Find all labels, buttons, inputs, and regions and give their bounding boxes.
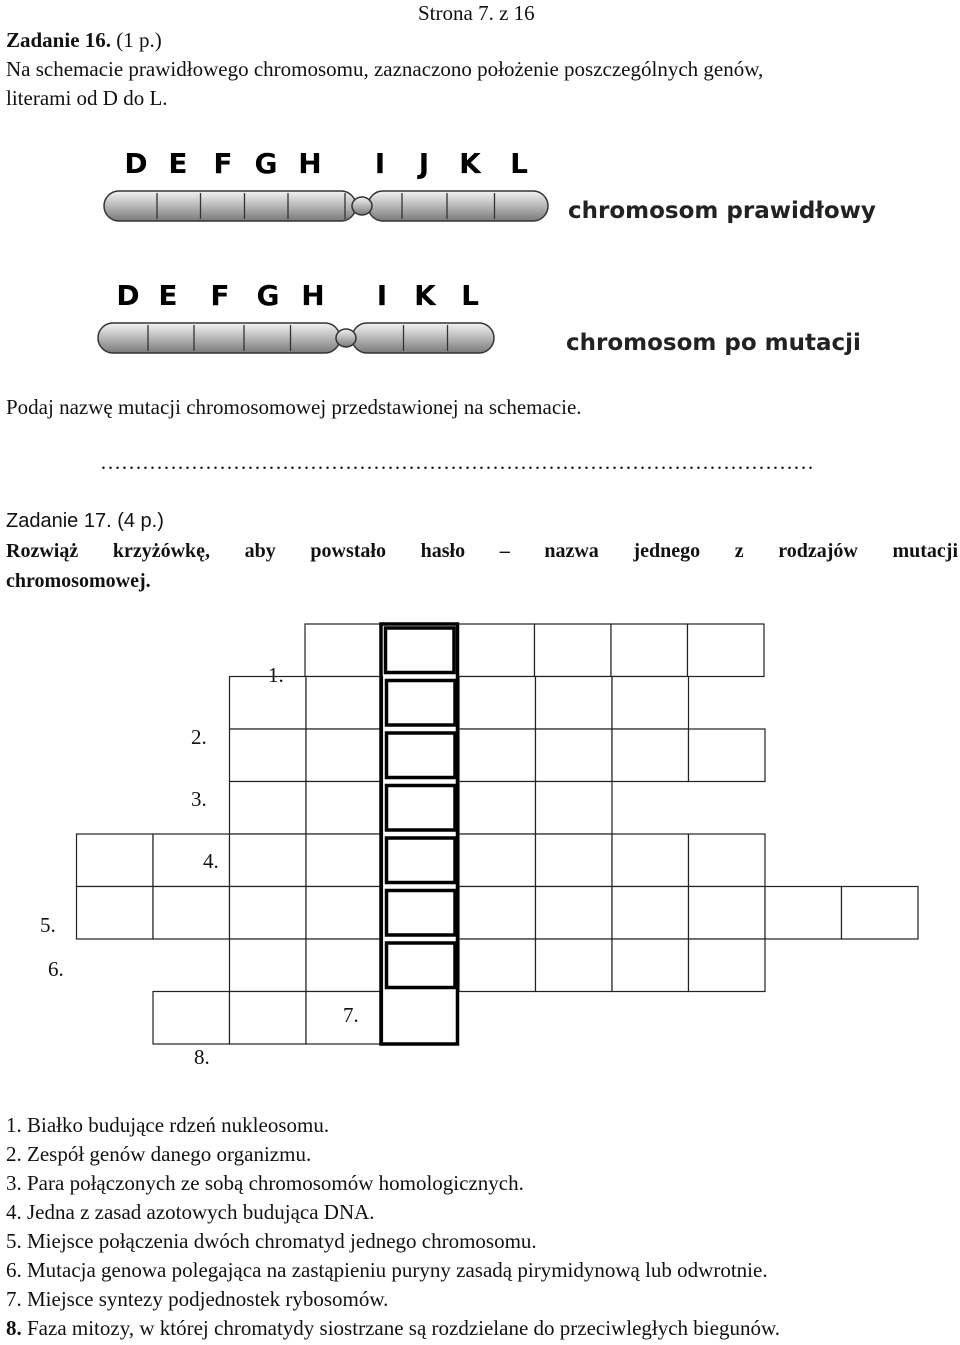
- task16-heading: [6, 27, 162, 53]
- clue-number: 5.: [6, 1229, 22, 1253]
- crossword-cell[interactable]: [77, 834, 154, 887]
- crossword-password-cell[interactable]: [387, 891, 456, 936]
- crossword-cell[interactable]: [536, 939, 613, 992]
- crossword-cell[interactable]: [153, 887, 230, 940]
- crossword-cell[interactable]: [688, 624, 765, 677]
- crossword-grid: [0, 600, 960, 1090]
- page-number-label: Strona 7. z 16: [418, 1, 535, 25]
- gene-letter-i: I: [374, 147, 386, 180]
- crossword-cell[interactable]: [230, 939, 307, 992]
- crossword-cell[interactable]: [306, 729, 383, 782]
- gene-letter-i: I: [376, 279, 388, 312]
- task17-intro-line2: chromosomowej.: [6, 570, 151, 592]
- clue-text: Para połączonych ze sobą chromosomów homologicznych.: [27, 1171, 524, 1195]
- clue-text: Zespół genów danego organizmu.: [27, 1142, 312, 1166]
- crossword-cell[interactable]: [536, 834, 613, 887]
- gene-letter-e: E: [168, 147, 188, 180]
- chromosome-figure: [0, 130, 960, 370]
- crossword-cell[interactable]: [612, 939, 689, 992]
- crossword-password-cell[interactable]: [387, 786, 456, 831]
- crossword-cell[interactable]: [689, 834, 766, 887]
- clue-text: Białko budujące rdzeń nukleosomu.: [27, 1113, 330, 1137]
- crossword-cell[interactable]: [459, 677, 536, 730]
- gene-letter-f: F: [210, 279, 230, 312]
- task17-title: Zadanie 17.: [6, 510, 112, 532]
- crossword-cell[interactable]: [842, 887, 919, 940]
- crossword-password-cell[interactable]: [387, 681, 456, 726]
- crossword-cell[interactable]: [689, 729, 766, 782]
- clue-number: 1.: [6, 1113, 22, 1137]
- normal-chromosome-centromere: [352, 197, 372, 215]
- clue-2: [6, 1141, 311, 1167]
- crossword-row-number: 4.: [203, 849, 219, 873]
- clue-text: Mutacja genowa polegająca na zastąpieniu puryny zasadą pirymidynową lub odwrotnie.: [27, 1258, 768, 1282]
- crossword-row-number: 1.: [268, 663, 284, 687]
- crossword-cell[interactable]: [459, 887, 536, 940]
- clue-1: [6, 1112, 329, 1138]
- task16-question: Podaj nazwę mutacji chromosomowej przedstawionej na schemacie.: [6, 395, 582, 419]
- crossword-cell[interactable]: [535, 624, 612, 677]
- crossword-row-number: 3.: [191, 787, 207, 811]
- crossword-cell[interactable]: [306, 782, 383, 835]
- crossword-cell[interactable]: [459, 782, 536, 835]
- normal-chromosome: [104, 191, 548, 221]
- crossword-cell[interactable]: [612, 677, 689, 730]
- crossword-cell[interactable]: [536, 729, 613, 782]
- clue-4: [6, 1199, 375, 1225]
- crossword-cell[interactable]: [305, 624, 382, 677]
- crossword-password-column: [381, 624, 458, 1044]
- crossword-cell[interactable]: [459, 729, 536, 782]
- clue-text: Miejsce syntezy podjednostek rybosomów.: [27, 1287, 389, 1311]
- task16-title: Zadanie 16.: [6, 28, 112, 52]
- gene-letter-f: F: [213, 147, 233, 180]
- clue-8: [6, 1315, 780, 1341]
- clue-number: 6.: [6, 1258, 22, 1282]
- gene-letter-g: G: [254, 147, 278, 180]
- crossword-password-cell[interactable]: [387, 733, 456, 778]
- gene-letter-k: K: [414, 279, 436, 312]
- clue-5: [6, 1228, 537, 1254]
- crossword-row-number: 2.: [191, 725, 207, 749]
- crossword-row-number: 8.: [194, 1045, 210, 1069]
- crossword-password-cell[interactable]: [386, 628, 455, 673]
- clue-number: 8.: [6, 1316, 22, 1340]
- mutated-chromosome-label: chromosom po mutacji: [566, 330, 861, 356]
- crossword-cell[interactable]: [306, 939, 383, 992]
- clue-3: [6, 1170, 524, 1196]
- crossword-cell[interactable]: [306, 677, 383, 730]
- crossword-cell[interactable]: [765, 887, 842, 940]
- mutated-chromosome-arm-1: [98, 323, 340, 353]
- crossword-cell[interactable]: [689, 939, 766, 992]
- crossword-row-number: 7.: [343, 1003, 359, 1027]
- crossword-cell[interactable]: [612, 729, 689, 782]
- crossword-cells: [77, 624, 919, 1044]
- mutated-chromosome-arm-2: [352, 323, 494, 353]
- crossword-cell[interactable]: [458, 624, 535, 677]
- crossword-cell[interactable]: [153, 992, 230, 1045]
- crossword-password-cell[interactable]: [387, 838, 456, 883]
- crossword-cell[interactable]: [230, 887, 307, 940]
- clue-text: Miejsce połączenia dwóch chromatyd jednego chromosomu.: [27, 1229, 537, 1253]
- normal-chromosome-arm-2: [368, 191, 548, 221]
- gene-letter-l: L: [510, 147, 528, 180]
- crossword-cell[interactable]: [306, 887, 383, 940]
- task17-points: (4 p.): [117, 510, 164, 532]
- gene-letter-l: L: [461, 279, 479, 312]
- clue-7: [6, 1286, 388, 1312]
- task17-heading: [6, 508, 164, 534]
- normal-chromosome-gene-letters: [124, 147, 528, 180]
- clue-text: Jedna z zasad azotowych budująca DNA.: [27, 1200, 375, 1224]
- crossword-cell[interactable]: [459, 834, 536, 887]
- mutated-chromosome: [98, 323, 494, 353]
- gene-letter-d: D: [124, 147, 148, 180]
- clue-6: [6, 1257, 768, 1283]
- clue-number: 4.: [6, 1200, 22, 1224]
- crossword-cell[interactable]: [689, 887, 766, 940]
- clue-number: 2.: [6, 1142, 22, 1166]
- answer-line[interactable]: …………………………………………………………………………………………: [100, 450, 814, 474]
- crossword-row-number: 5.: [40, 913, 56, 937]
- task17-intro-line1: Rozwiąż krzyżówkę, aby powstało hasło – nazwa jednego z rodzajów mutacji: [6, 540, 958, 562]
- task16-intro-line1: Na schemacie prawidłowego chromosomu, zaznaczono położenie poszczególnych genów,: [6, 57, 764, 81]
- crossword-cell[interactable]: [536, 782, 613, 835]
- crossword-cell[interactable]: [230, 729, 307, 782]
- crossword-cell[interactable]: [77, 887, 154, 940]
- mutated-chromosome-gene-letters: [116, 279, 479, 312]
- crossword-cell[interactable]: [230, 834, 307, 887]
- gene-letter-j: J: [418, 147, 430, 180]
- normal-chromosome-arm-1: [104, 191, 356, 221]
- clue-text: Faza mitozy, w której chromatydy siostrzane są rozdzielane do przeciwległych biegunów.: [27, 1316, 781, 1340]
- normal-chromosome-label: chromosom prawidłowy: [568, 198, 876, 224]
- clue-number: 3.: [6, 1171, 22, 1195]
- crossword-cell[interactable]: [536, 887, 613, 940]
- crossword-cell[interactable]: [612, 834, 689, 887]
- crossword-row-number: 6.: [48, 957, 64, 981]
- crossword-cell[interactable]: [536, 677, 613, 730]
- gene-letter-h: H: [301, 279, 325, 312]
- task16-intro-line2: literami od D do L.: [6, 86, 168, 110]
- crossword-cell[interactable]: [230, 992, 307, 1045]
- gene-letter-k: K: [459, 147, 481, 180]
- crossword-cell[interactable]: [611, 624, 688, 677]
- gene-letter-d: D: [116, 279, 140, 312]
- gene-letter-h: H: [298, 147, 322, 180]
- crossword-cell[interactable]: [306, 834, 383, 887]
- crossword-cell[interactable]: [612, 887, 689, 940]
- task16-points: (1 p.): [116, 28, 162, 52]
- mutated-chromosome-centromere: [336, 329, 356, 347]
- crossword-cell[interactable]: [230, 782, 307, 835]
- crossword-cell[interactable]: [459, 939, 536, 992]
- crossword-password-cell[interactable]: [387, 943, 456, 988]
- clue-number: 7.: [6, 1287, 22, 1311]
- gene-letter-g: G: [256, 279, 280, 312]
- gene-letter-e: E: [158, 279, 178, 312]
